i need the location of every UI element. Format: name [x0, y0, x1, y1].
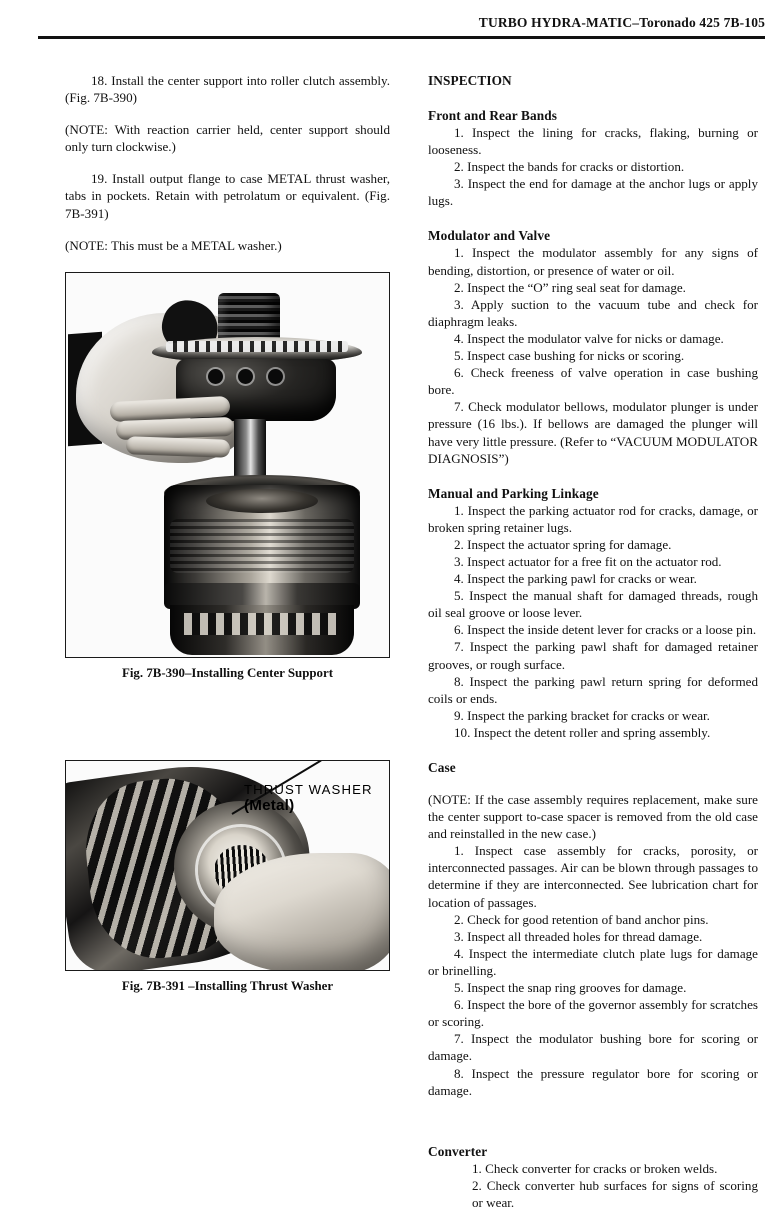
- figure-7b-391: [65, 760, 390, 994]
- inspection-item: 3. Inspect the end for damage at the anchor lugs or apply lugs.: [428, 176, 758, 209]
- photo-installing-center-support: [66, 273, 389, 657]
- inspection-item: 4. Inspect the modulator valve for nicks or damage.: [454, 330, 724, 346]
- inspection-item: 7. Check modulator bellows, modulator plunger is under pressure (16 lbs.). If bellows are damaged the plunger will have very little pressure. (Refer to “VACUUM MODULATOR DIAGNOSIS”): [428, 399, 758, 466]
- header-divider-rule: [38, 36, 765, 39]
- page-title: INSPECTION: [428, 73, 512, 88]
- photo-flange-splines: [166, 341, 348, 352]
- inspection-item: 2. Check converter hub surfaces for signs of scoring or wear.: [472, 1177, 758, 1210]
- inspection-item: 5. Inspect the snap ring grooves for damage.: [454, 980, 687, 996]
- inspection-item: 1. Inspect the lining for cracks, flaking, burning or looseness.: [428, 125, 758, 158]
- inspection-item: 2. Check for good retention of band anchor pins.: [454, 911, 709, 927]
- inspection-item: 1. Inspect the parking actuator rod for cracks, damage, or broken spring retainer lugs.: [428, 502, 758, 535]
- figure-7b-391-caption: Fig. 7B-391 –Installing Thrust Washer: [121, 979, 334, 993]
- inspection-item: 5. Inspect case bushing for nicks or scoring.: [454, 348, 685, 364]
- section-heading-converter: Converter: [428, 1143, 488, 1159]
- callout-thrust-washer: [244, 783, 373, 815]
- figure-7b-390: [65, 272, 390, 681]
- inspection-item: 4. Inspect the intermediate clutch plate lugs for damage or brinelling.: [428, 945, 758, 978]
- paragraph-note-2: (NOTE: This must be a METAL washer.): [65, 237, 282, 253]
- inspection-item: 5. Inspect the manual shaft for damaged threads, rough oil seal groove or loose lever.: [428, 588, 758, 621]
- photo-drum-bore: [206, 489, 318, 513]
- photo-support-hole: [238, 369, 253, 384]
- inspection-item: 4. Inspect the parking pawl for cracks or wear.: [454, 571, 697, 587]
- running-head: TURBO HYDRA-MATIC–Toronado 425 7B-105: [478, 15, 765, 30]
- inspection-item: 3. Inspect actuator for a free fit on the actuator rod.: [454, 553, 722, 569]
- inspection-item: 7. Inspect the parking pawl shaft for damaged retainer grooves, or rough surface.: [428, 639, 758, 672]
- figure-7b-390-caption: Fig. 7B-390–Installing Center Support: [121, 666, 334, 680]
- inspection-item: 1. Check converter for cracks or broken welds.: [472, 1160, 718, 1176]
- inspection-item: 2. Inspect the actuator spring for damage.: [454, 536, 672, 552]
- inspection-item: 2. Inspect the “O” ring seal seat for damage.: [454, 279, 686, 295]
- case-note: (NOTE: If the case assembly requires replacement, make sure the center support to-case spacer is removed from the old case and reinstalled in the new case.): [428, 792, 758, 842]
- photo-input-shaft-stack: [218, 293, 280, 343]
- figure-7b-390-image: [65, 272, 390, 658]
- page-header: [38, 14, 765, 32]
- inspection-item: 1. Inspect case assembly for cracks, porosity, or interconnected passages. Air can be blown through passages to determine if they are interconnected. See lubrication chart for location of passages.: [428, 843, 758, 910]
- callout-line-1: THRUST WASHER: [244, 782, 373, 797]
- section-heading-manual-and-parking-linkage: Manual and Parking Linkage: [428, 485, 599, 501]
- inspection-item: 6. Inspect the bore of the governor assembly for scratches or scoring.: [428, 997, 758, 1030]
- inspection-item: 10. Inspect the detent roller and spring assembly.: [454, 724, 711, 740]
- paragraph-note-1: (NOTE: With reaction carrier held, center support should only turn clockwise.): [65, 122, 390, 155]
- photo-support-hole: [268, 369, 283, 384]
- right-column: [428, 72, 758, 1211]
- section-heading-modulator-and-valve: Modulator and Valve: [428, 228, 551, 244]
- photo-drum-grooves: [170, 519, 354, 573]
- figure-7b-391-image: [65, 760, 390, 971]
- inspection-item: 7. Inspect the modulator bushing bore for scoring or damage.: [428, 1031, 758, 1064]
- left-column: [65, 72, 390, 254]
- paragraph-step-18: 18. Install the center support into roller clutch assembly. (Fig. 7B-390): [65, 73, 390, 106]
- inspection-item: 9. Inspect the parking bracket for cracks or wear.: [454, 707, 710, 723]
- inspection-item: 3. Apply suction to the vacuum tube and check for diaphragm leaks.: [428, 296, 758, 329]
- inspection-item: 6. Check freeness of valve operation in case bushing bore.: [428, 365, 758, 398]
- callout-line-2: (Metal): [244, 797, 295, 815]
- photo-support-hole: [208, 369, 223, 384]
- photo-finger-shape: [126, 436, 231, 458]
- inspection-item: 3. Inspect all threaded holes for thread damage.: [454, 928, 703, 944]
- paragraph-step-19: 19. Install output flange to case METAL thrust washer, tabs in pockets. Retain with petrolatum or equivalent. (Fig. 7B-391): [65, 171, 390, 221]
- photo-drum-teeth: [184, 613, 340, 635]
- section-heading-case: Case: [428, 760, 456, 775]
- inspection-item: 8. Inspect the parking pawl return spring for deformed coils or ends.: [428, 673, 758, 706]
- inspection-item: 8. Inspect the pressure regulator bore for scoring or damage.: [428, 1065, 758, 1098]
- inspection-item: 1. Inspect the modulator assembly for any signs of bending, distortion, or presence of water or oil.: [428, 245, 758, 278]
- photo-installing-thrust-washer: [66, 761, 389, 970]
- inspection-item: 6. Inspect the inside detent lever for cracks or a loose pin.: [454, 622, 757, 638]
- inspection-item: 2. Inspect the bands for cracks or distortion.: [454, 159, 685, 175]
- section-heading-front-and-rear-bands: Front and Rear Bands: [428, 108, 557, 123]
